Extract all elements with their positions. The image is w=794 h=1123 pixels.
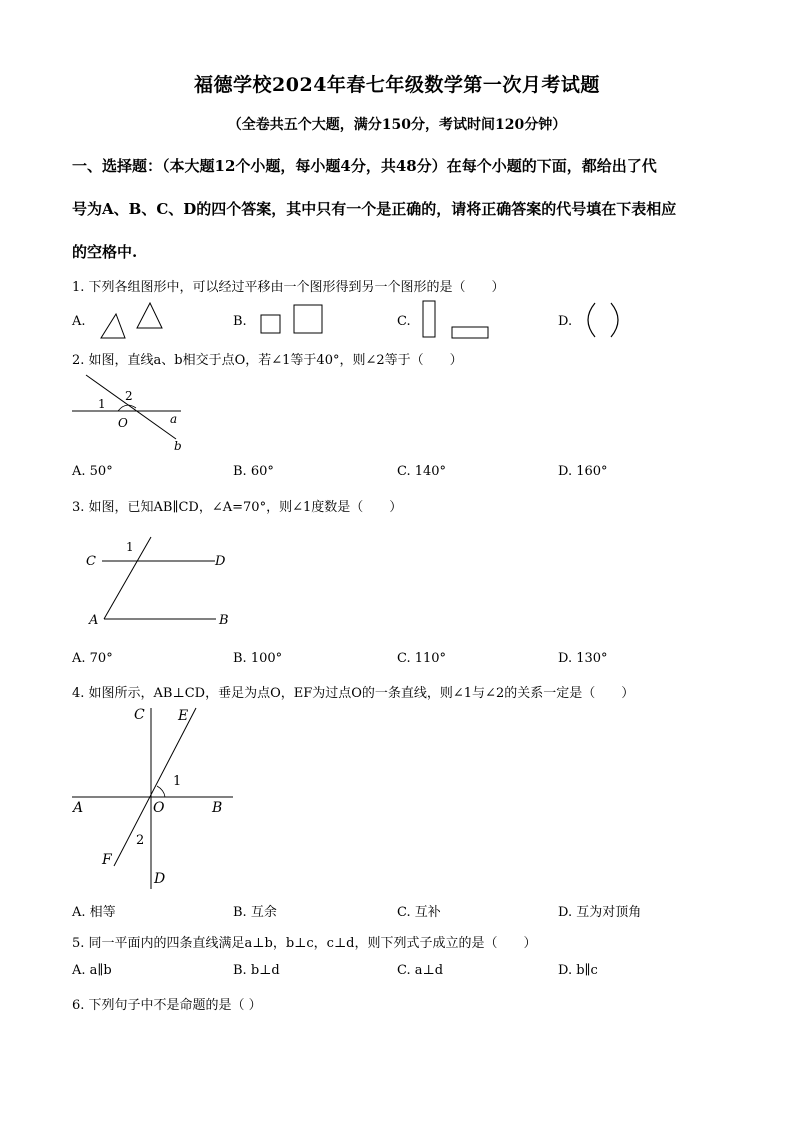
section-1-line-1: 一、选择题：（本大题12个小题，每小题4分，共48分）在每个小题的下面，都给出了代	[72, 157, 657, 175]
q2-option-a: A. 50°	[72, 464, 113, 479]
angle-1-label: 1	[173, 774, 182, 789]
point-a-label: A	[89, 613, 99, 628]
point-c-label: C	[134, 707, 145, 723]
question-3-stem: 3. 如图，已知AB∥CD，∠A=70°，则∠1度数是（ ）	[72, 500, 403, 515]
q1-option-b-label: B.	[233, 314, 247, 329]
q5-option-b: B. b⊥d	[233, 963, 280, 978]
angle-1-mark	[157, 786, 165, 797]
q1-option-a-label: A.	[72, 314, 86, 329]
question-2-stem: 2. 如图，直线a、b相交于点O，若∠1等于40°，则∠2等于（ ）	[72, 353, 463, 368]
q4-figure-perpendicular-lines	[68, 704, 238, 894]
angle-1-label: 1	[98, 397, 106, 411]
section-1-line-2: 号为A、B、C、D的四个答案，其中只有一个是正确的，请将正确答案的代号填在下表相应	[72, 200, 677, 218]
triangle-1	[101, 314, 125, 338]
q3-option-b: B. 100°	[233, 651, 283, 666]
left-arc	[588, 303, 595, 337]
q2-option-d: D. 160°	[558, 464, 608, 479]
q1-option-b-squares	[258, 302, 328, 338]
point-c-label: C	[86, 554, 96, 569]
large-square	[294, 305, 322, 333]
angle-2-label: 2	[136, 833, 145, 848]
horizontal-rectangle	[452, 327, 488, 338]
q1-option-d-label: D.	[558, 314, 573, 329]
q1-option-d-arcs	[583, 300, 625, 342]
q1-option-a-triangles	[95, 298, 165, 342]
q5-option-a: A. a∥b	[72, 963, 112, 978]
point-f-label: F	[102, 852, 112, 868]
q4-option-a: A. 相等	[72, 905, 116, 920]
q4-option-b: B. 互余	[233, 905, 277, 920]
q1-option-c-rectangles	[420, 298, 492, 342]
q1-option-c-label: C.	[397, 314, 411, 329]
q3-option-a: A. 70°	[72, 651, 113, 666]
q2-option-c: C. 140°	[397, 464, 447, 479]
q2-option-b: B. 60°	[233, 464, 274, 479]
point-d-label: D	[154, 871, 166, 887]
question-4-stem: 4. 如图所示，AB⊥CD，垂足为点O，EF为过点O的一条直线，则∠1与∠2的关系一定是（ ）	[72, 686, 635, 701]
line-b-label: b	[174, 439, 182, 453]
q5-option-d: D. b∥c	[558, 963, 598, 978]
section-1-line-3: 的空格中.	[72, 243, 138, 261]
point-b-label: B	[219, 613, 229, 628]
q5-option-c: C. a⊥d	[397, 963, 444, 978]
point-a-label: A	[73, 800, 84, 816]
line-ef	[114, 708, 196, 866]
question-1-stem: 1. 下列各组图形中，可以经过平移由一个图形得到另一个图形的是（ ）	[72, 280, 505, 295]
q4-option-c: C. 互补	[397, 905, 441, 920]
q2-figure-intersecting-lines	[66, 370, 196, 456]
small-square	[261, 315, 280, 333]
point-o-label: O	[153, 800, 165, 816]
point-d-label: D	[215, 554, 226, 569]
point-e-label: E	[178, 708, 189, 724]
page-title: 福德学校2024年春七年级数学第一次月考试题	[194, 74, 600, 96]
right-arc	[611, 303, 618, 337]
section-1-instructions	[72, 145, 732, 274]
vertical-rectangle	[423, 301, 435, 337]
question-6-stem: 6. 下列句子中不是命题的是（ ）	[72, 998, 262, 1013]
q3-option-d: D. 130°	[558, 651, 608, 666]
angle-1-label: 1	[126, 540, 134, 554]
point-b-label: B	[212, 800, 223, 816]
line-a-label: a	[170, 412, 178, 426]
point-o-label: O	[118, 416, 128, 430]
q4-option-d: D. 互为对顶角	[558, 905, 642, 920]
triangle-2	[137, 303, 162, 328]
exam-subtitle: （全卷共五个大题，满分150分，考试时间120分钟）	[227, 117, 567, 133]
question-5-stem: 5. 同一平面内的四条直线满足a⊥b，b⊥c，c⊥d，则下列式子成立的是（ ）	[72, 936, 537, 951]
q3-figure-parallel-lines	[82, 534, 242, 630]
q3-option-c: C. 110°	[397, 651, 447, 666]
angle-2-label: 2	[125, 389, 133, 403]
